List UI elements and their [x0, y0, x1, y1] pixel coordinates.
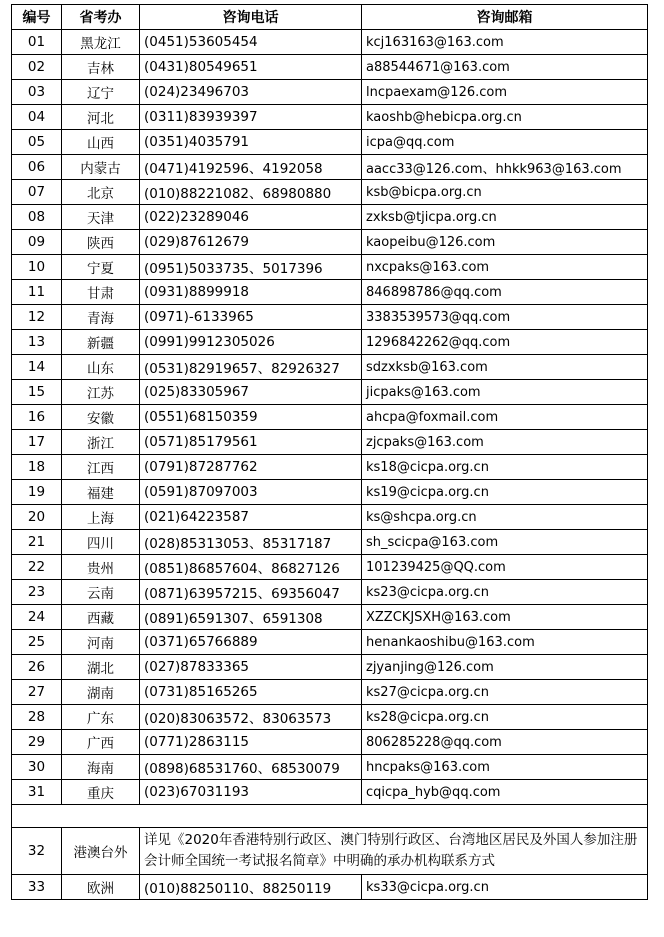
cell-phone: (0951)5033735、5017396: [140, 255, 362, 280]
table-row: [12, 80, 648, 105]
cell-office: 山西: [62, 130, 140, 155]
cell-email: zjcpaks@163.com: [362, 430, 648, 455]
cell-phone: (0311)83939397: [140, 105, 362, 130]
cell-email: kaopeibu@126.com: [362, 230, 648, 255]
cell-number: 19: [12, 480, 62, 505]
cell-number: 04: [12, 105, 62, 130]
table-body: [12, 30, 648, 805]
cell-office: 湖南: [62, 680, 140, 705]
cell-phone: (021)64223587: [140, 505, 362, 530]
table-row: [12, 555, 648, 580]
cell-number: 20: [12, 505, 62, 530]
cell-number: 05: [12, 130, 62, 155]
cell-number: 29: [12, 730, 62, 755]
table-row: [12, 630, 648, 655]
cell-number: 18: [12, 455, 62, 480]
cell-number: 15: [12, 380, 62, 405]
cell-office: 上海: [62, 505, 140, 530]
cell-office: 陕西: [62, 230, 140, 255]
cell-note: 详见《2020年香港特别行政区、澳门特别行政区、台湾地区居民及外国人参加注册会计师全国统一考试报名简章》中明确的承办机构联系方式: [140, 828, 648, 875]
cell-office: 西藏: [62, 605, 140, 630]
cell-email: ahcpa@foxmail.com: [362, 405, 648, 430]
cell-office: 福建: [62, 480, 140, 505]
cell-phone: (025)83305967: [140, 380, 362, 405]
cell-email: jicpaks@163.com: [362, 380, 648, 405]
table-row: [12, 605, 648, 630]
cell-office: 甘肃: [62, 280, 140, 305]
cell-number: 01: [12, 30, 62, 55]
cell-office: 天津: [62, 205, 140, 230]
cell-email: sdzxksb@163.com: [362, 355, 648, 380]
table-row: [12, 680, 648, 705]
cell-number: 13: [12, 330, 62, 355]
cell-office: 广西: [62, 730, 140, 755]
cell-office: 四川: [62, 530, 140, 555]
cell-email: cqicpa_hyb@qq.com: [362, 780, 648, 805]
cell-number: 08: [12, 205, 62, 230]
cell-phone: (0931)8899918: [140, 280, 362, 305]
cell-phone: (0531)82919657、82926327: [140, 355, 362, 380]
cell-email: ks28@cicpa.org.cn: [362, 705, 648, 730]
cell-number: 06: [12, 155, 62, 180]
cell-phone: (027)87833365: [140, 655, 362, 680]
cell-phone: (022)23289046: [140, 205, 362, 230]
cell-email: ks27@cicpa.org.cn: [362, 680, 648, 705]
cell-number: 30: [12, 755, 62, 780]
table-row: [12, 380, 648, 405]
cell-phone: (0871)63957215、69356047: [140, 580, 362, 605]
table-row: [12, 730, 648, 755]
cell-phone: (0731)85165265: [140, 680, 362, 705]
cell-office: 河北: [62, 105, 140, 130]
cell-office: 海南: [62, 755, 140, 780]
cell-email: lncpaexam@126.com: [362, 80, 648, 105]
spacer-cell: [12, 805, 648, 828]
table-row: [12, 230, 648, 255]
cell-number: 03: [12, 80, 62, 105]
table-row: [12, 430, 648, 455]
cell-phone: (010)88250110、88250119: [140, 875, 362, 900]
cell-office: 云南: [62, 580, 140, 605]
cell-office: 吉林: [62, 55, 140, 80]
cell-phone: (0898)68531760、68530079: [140, 755, 362, 780]
cell-office: 青海: [62, 305, 140, 330]
cell-email: 3383539573@qq.com: [362, 305, 648, 330]
cell-email: 846898786@qq.com: [362, 280, 648, 305]
cell-office: 浙江: [62, 430, 140, 455]
cell-email: ks23@cicpa.org.cn: [362, 580, 648, 605]
cell-email: ks18@cicpa.org.cn: [362, 455, 648, 480]
header-number: 编号: [12, 5, 62, 30]
cell-email: aacc33@126.com、hhkk963@163.com: [362, 155, 648, 180]
table-row: [12, 530, 648, 555]
table-row: [12, 255, 648, 280]
table-row: [12, 505, 648, 530]
cell-email: a88544671@163.com: [362, 55, 648, 80]
cell-email: 806285228@qq.com: [362, 730, 648, 755]
table-row: [12, 455, 648, 480]
cell-office: 河南: [62, 630, 140, 655]
cell-office: 黑龙江: [62, 30, 140, 55]
cell-phone: (029)87612679: [140, 230, 362, 255]
contact-table: [11, 4, 648, 900]
cell-number: 14: [12, 355, 62, 380]
cell-office: 内蒙古: [62, 155, 140, 180]
cell-email: 1296842262@qq.com: [362, 330, 648, 355]
cell-email: ks19@cicpa.org.cn: [362, 480, 648, 505]
cell-email: kaoshb@hebicpa.org.cn: [362, 105, 648, 130]
table-row-special: [12, 828, 648, 875]
cell-office: 山东: [62, 355, 140, 380]
cell-email: ks@shcpa.org.cn: [362, 505, 648, 530]
cell-number: 02: [12, 55, 62, 80]
cell-phone: (0771)2863115: [140, 730, 362, 755]
cell-office: 新疆: [62, 330, 140, 355]
cell-office: 港澳台外: [62, 828, 140, 875]
cell-email: nxcpaks@163.com: [362, 255, 648, 280]
cell-phone: (0891)6591307、6591308: [140, 605, 362, 630]
table-row: [12, 780, 648, 805]
table-row: [12, 130, 648, 155]
cell-phone: (023)67031193: [140, 780, 362, 805]
cell-office: 安徽: [62, 405, 140, 430]
cell-phone: (0791)87287762: [140, 455, 362, 480]
cell-number: 17: [12, 430, 62, 455]
cell-phone: (0371)65766889: [140, 630, 362, 655]
table-row: [12, 405, 648, 430]
cell-phone: (0571)85179561: [140, 430, 362, 455]
cell-email: ksb@bicpa.org.cn: [362, 180, 648, 205]
header-row: [12, 5, 648, 30]
cell-office: 宁夏: [62, 255, 140, 280]
cell-number: 22: [12, 555, 62, 580]
cell-number: 09: [12, 230, 62, 255]
table-row: [12, 30, 648, 55]
contact-table-container: [11, 4, 647, 900]
cell-phone: (0991)9912305026: [140, 330, 362, 355]
cell-number: 28: [12, 705, 62, 730]
table-row-last: [12, 875, 648, 900]
table-row: [12, 155, 648, 180]
table-row: [12, 55, 648, 80]
cell-number: 21: [12, 530, 62, 555]
cell-number: 23: [12, 580, 62, 605]
cell-email: 101239425@QQ.com: [362, 555, 648, 580]
cell-number: 25: [12, 630, 62, 655]
table-row: [12, 205, 648, 230]
cell-phone: (0471)4192596、4192058: [140, 155, 362, 180]
cell-office: 江苏: [62, 380, 140, 405]
cell-number: 26: [12, 655, 62, 680]
cell-phone: (0431)80549651: [140, 55, 362, 80]
cell-number: 16: [12, 405, 62, 430]
cell-email: ks33@cicpa.org.cn: [362, 875, 648, 900]
cell-number: 10: [12, 255, 62, 280]
cell-office: 重庆: [62, 780, 140, 805]
cell-office: 贵州: [62, 555, 140, 580]
cell-number: 32: [12, 828, 62, 875]
cell-email: zxksb@tjicpa.org.cn: [362, 205, 648, 230]
table-row: [12, 755, 648, 780]
cell-email: kcj163163@163.com: [362, 30, 648, 55]
cell-phone: (024)23496703: [140, 80, 362, 105]
cell-number: 24: [12, 605, 62, 630]
table-row: [12, 705, 648, 730]
cell-phone: (020)83063572、83063573: [140, 705, 362, 730]
header-office: 省考办: [62, 5, 140, 30]
cell-number: 07: [12, 180, 62, 205]
cell-number: 12: [12, 305, 62, 330]
cell-email: zjyanjing@126.com: [362, 655, 648, 680]
cell-phone: (0591)87097003: [140, 480, 362, 505]
cell-email: sh_scicpa@163.com: [362, 530, 648, 555]
table-row: [12, 480, 648, 505]
cell-phone: (028)85313053、85317187: [140, 530, 362, 555]
cell-office: 辽宁: [62, 80, 140, 105]
table-row: [12, 655, 648, 680]
cell-email: henankaoshibu@163.com: [362, 630, 648, 655]
cell-phone: (0971)-6133965: [140, 305, 362, 330]
cell-office: 欧洲: [62, 875, 140, 900]
cell-phone: (010)88221082、68980880: [140, 180, 362, 205]
table-row: [12, 105, 648, 130]
table-row: [12, 355, 648, 380]
cell-office: 湖北: [62, 655, 140, 680]
header-email: 咨询邮箱: [362, 5, 648, 30]
cell-number: 31: [12, 780, 62, 805]
cell-office: 北京: [62, 180, 140, 205]
table-row: [12, 180, 648, 205]
table-footer-rows: [12, 805, 648, 900]
cell-phone: (0851)86857604、86827126: [140, 555, 362, 580]
table-row: [12, 305, 648, 330]
cell-phone: (0551)68150359: [140, 405, 362, 430]
cell-email: icpa@qq.com: [362, 130, 648, 155]
cell-email: hncpaks@163.com: [362, 755, 648, 780]
cell-office: 广东: [62, 705, 140, 730]
cell-number: 33: [12, 875, 62, 900]
cell-number: 11: [12, 280, 62, 305]
table-row: [12, 280, 648, 305]
cell-office: 江西: [62, 455, 140, 480]
header-phone: 咨询电话: [140, 5, 362, 30]
cell-phone: (0351)4035791: [140, 130, 362, 155]
spacer-row: [12, 805, 648, 828]
table-row: [12, 580, 648, 605]
table-row: [12, 330, 648, 355]
cell-phone: (0451)53605454: [140, 30, 362, 55]
cell-number: 27: [12, 680, 62, 705]
cell-email: XZZCKJSXH@163.com: [362, 605, 648, 630]
